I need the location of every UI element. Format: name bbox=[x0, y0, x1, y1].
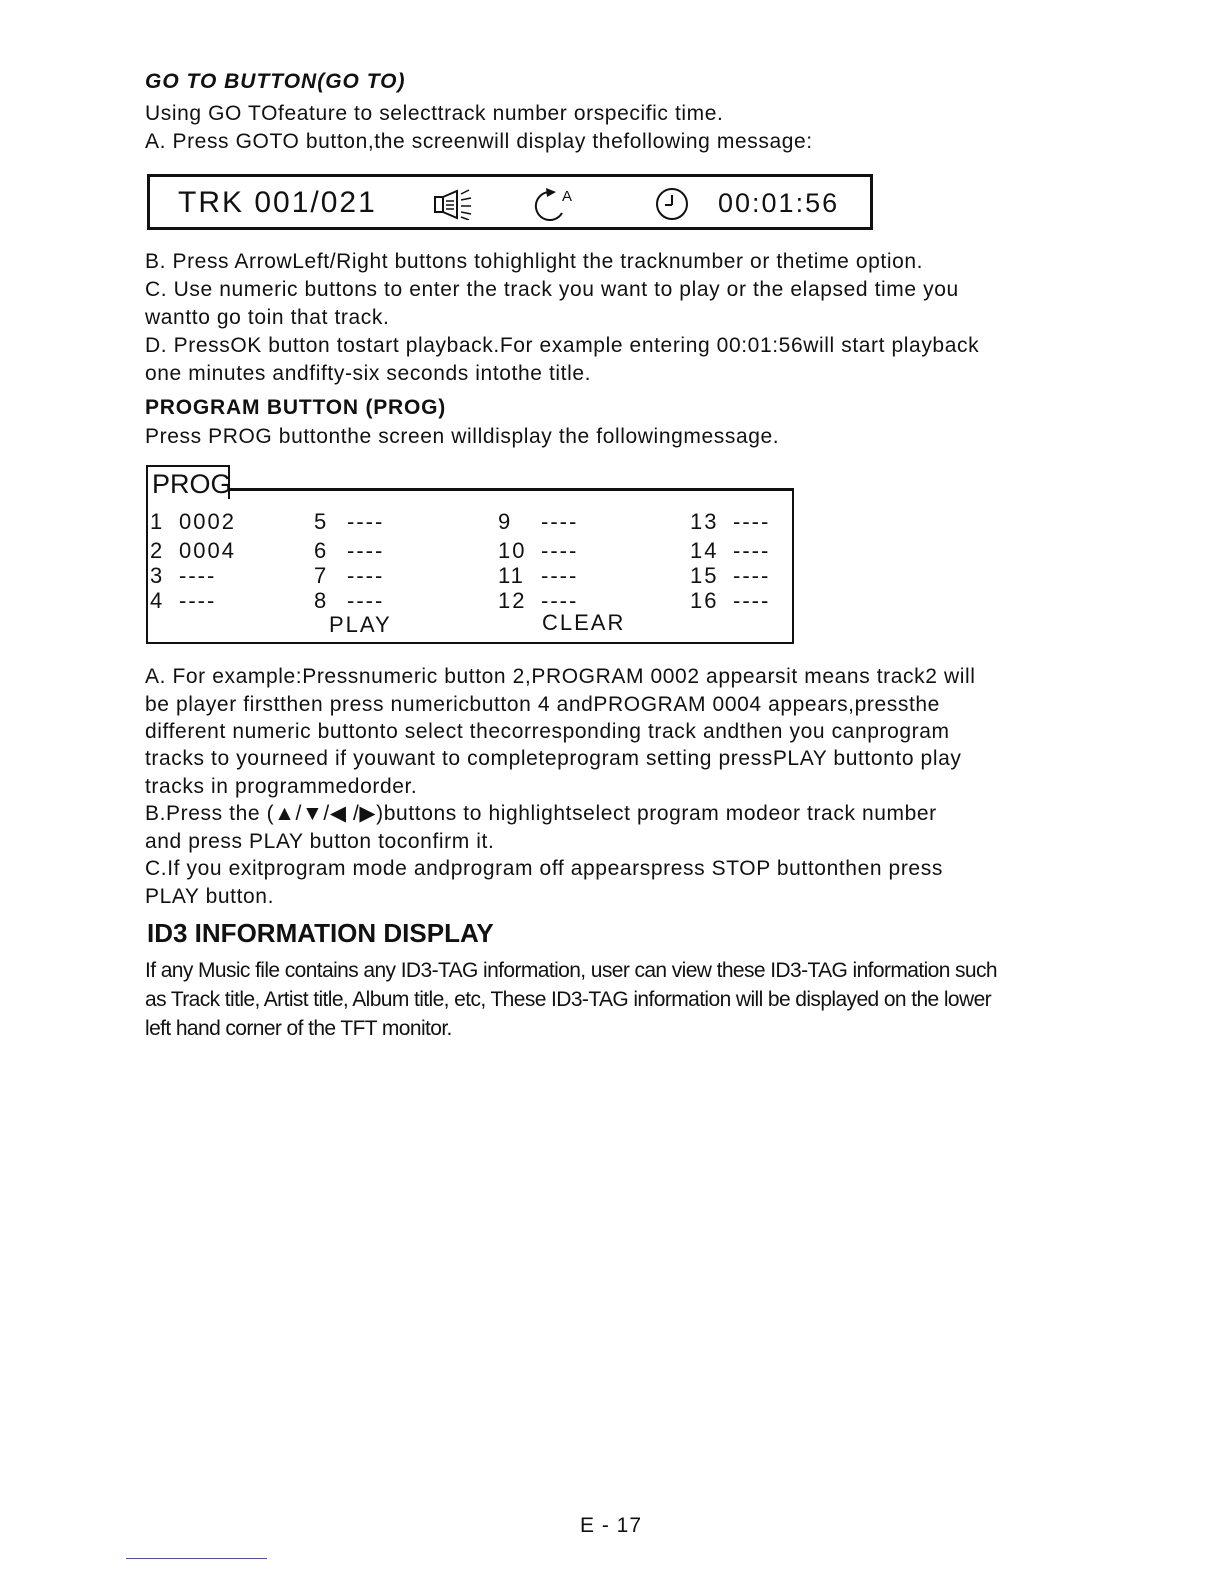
program-heading: PROGRAM BUTTON (PROG) bbox=[145, 396, 447, 419]
prog-slot-track[interactable]: ---- bbox=[541, 588, 579, 613]
page-number: E - 17 bbox=[580, 1514, 643, 1537]
goto-step-c-line1: C. Use numeric buttons to enter the track you want to play or the elapsed time you bbox=[145, 278, 959, 301]
repeat-a-icon bbox=[526, 183, 582, 228]
speaker-icon bbox=[433, 188, 475, 225]
prog-slot-number: 2 bbox=[150, 538, 165, 563]
prog-slot-number: 15 bbox=[690, 563, 719, 588]
goto-step-b: B. Press ArrowLeft/Right buttons tohighlight the tracknumber or thetime option. bbox=[145, 250, 924, 273]
prog-slot-track[interactable]: ---- bbox=[541, 538, 579, 563]
prog-slot-number: 4 bbox=[150, 588, 165, 613]
prog-slot-number: 6 bbox=[314, 538, 329, 563]
prog-slot-track[interactable]: 0004 bbox=[179, 538, 236, 563]
prog-slot-track[interactable]: 0002 bbox=[179, 509, 236, 534]
goto-track-readout: TRK 001/021 bbox=[178, 186, 377, 219]
prog-slot-track[interactable]: ---- bbox=[541, 509, 579, 534]
prog-slot-track[interactable]: ---- bbox=[347, 588, 385, 613]
prog-slot-number: 14 bbox=[690, 538, 719, 563]
program-step-a-line3: different numeric buttonto select thecorresponding track andthen you canprogram bbox=[145, 720, 950, 743]
repeat-a-label: A bbox=[562, 188, 573, 205]
prog-slot-number: 5 bbox=[314, 509, 329, 534]
program-step-b-line2: and press PLAY button toconfirm it. bbox=[145, 830, 495, 853]
goto-step-a: A. Press GOTO button,the screenwill display thefollowing message: bbox=[145, 130, 813, 153]
footnote-rule bbox=[126, 1558, 267, 1559]
prog-slot-track[interactable]: ---- bbox=[347, 563, 385, 588]
prog-slot-number: 9 bbox=[498, 509, 513, 534]
prog-slot-number: 12 bbox=[498, 588, 527, 613]
goto-heading: GO TO BUTTON(GO TO) bbox=[145, 70, 406, 93]
program-step-a-line2: be player firstthen press numericbutton 4 andPROGRAM 0004 appears,pressthe bbox=[145, 693, 940, 716]
prog-slot-track[interactable]: ---- bbox=[347, 538, 385, 563]
goto-step-d-line1: D. PressOK button tostart playback.For example entering 00:01:56will start playback bbox=[145, 334, 980, 357]
clock-icon bbox=[655, 187, 689, 226]
prog-clear-option[interactable]: CLEAR bbox=[542, 610, 626, 635]
program-step-c-line2: PLAY button. bbox=[145, 885, 275, 908]
prog-slot-track[interactable]: ---- bbox=[733, 563, 771, 588]
prog-slot-track[interactable]: ---- bbox=[733, 588, 771, 613]
prog-slot-track[interactable]: ---- bbox=[541, 563, 579, 588]
id3-line2: as Track title, Artist title, Album title, etc, These ID3-TAG information will be displayed on the lower bbox=[145, 988, 992, 1011]
program-step-c-line1: C.If you exitprogram mode andprogram off appearspress STOP buttonthen press bbox=[145, 857, 943, 880]
goto-intro: Using GO TOfeature to selecttrack number orspecific time. bbox=[145, 102, 724, 125]
program-step-b-line1: B.Press the (▲/▼/◀ /▶)buttons to highlightselect program modeor track number bbox=[145, 802, 937, 825]
prog-slot-number: 13 bbox=[690, 509, 719, 534]
program-step-a-line1: A. For example:Pressnumeric button 2,PROGRAM 0002 appearsit means track2 will bbox=[145, 665, 976, 688]
program-intro: Press PROG buttonthe screen willdisplay the followingmessage. bbox=[145, 425, 780, 448]
prog-slot-number: 3 bbox=[150, 563, 165, 588]
prog-tab-label: PROG bbox=[146, 465, 230, 499]
id3-line1: If any Music file contains any ID3-TAG information, user can view these ID3-TAG information such bbox=[145, 959, 997, 982]
prog-slot-number: 8 bbox=[314, 588, 329, 613]
prog-slot-number: 11 bbox=[498, 563, 525, 588]
prog-play-option[interactable]: PLAY bbox=[329, 612, 392, 637]
id3-heading: ID3 INFORMATION DISPLAY bbox=[147, 918, 494, 948]
prog-slot-number: 16 bbox=[690, 588, 719, 613]
prog-slot-number: 7 bbox=[314, 563, 329, 588]
prog-slot-number: 1 bbox=[150, 509, 165, 534]
prog-slot-track[interactable]: ---- bbox=[347, 509, 385, 534]
prog-slot-track[interactable]: ---- bbox=[179, 563, 217, 588]
goto-step-c-line2: wantto go toin that track. bbox=[145, 306, 390, 329]
goto-step-d-line2: one minutes andfifty-six seconds intothe title. bbox=[145, 362, 592, 385]
program-step-a-line5: tracks in programmedorder. bbox=[145, 775, 418, 798]
program-step-a-line4: tracks to yourneed if youwant to completeprogram setting pressPLAY buttonto play bbox=[145, 747, 962, 770]
id3-line3: left hand corner of the TFT monitor. bbox=[145, 1017, 452, 1040]
prog-slot-track[interactable]: ---- bbox=[733, 509, 771, 534]
prog-slot-track[interactable]: ---- bbox=[733, 538, 771, 563]
prog-slot-track[interactable]: ---- bbox=[179, 588, 217, 613]
prog-slot-number: 10 bbox=[498, 538, 527, 563]
goto-display bbox=[147, 174, 873, 230]
goto-time-readout: 00:01:56 bbox=[718, 188, 840, 218]
